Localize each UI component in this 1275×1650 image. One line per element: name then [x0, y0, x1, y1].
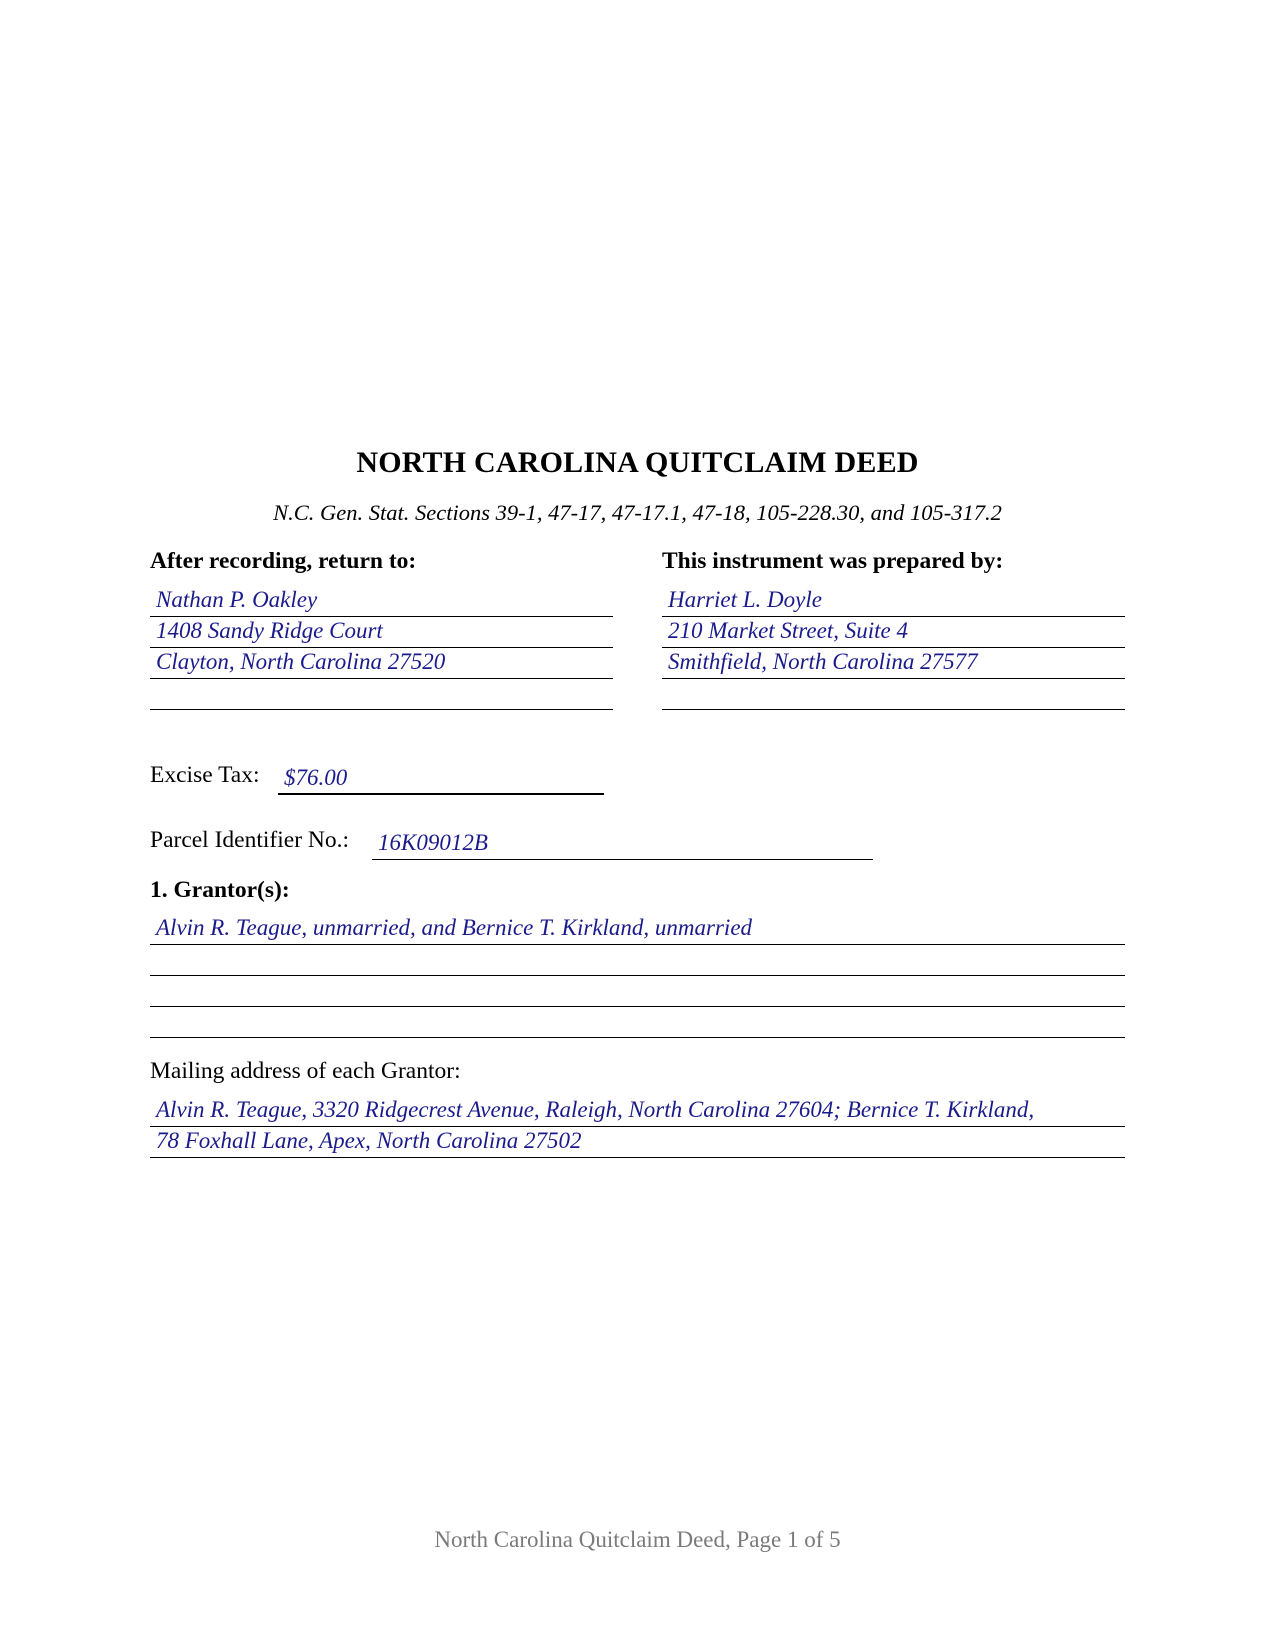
grantors-heading: 1. Grantor(s): [150, 877, 290, 903]
return-to-heading: After recording, return to: [150, 548, 417, 574]
grantors-line-4[interactable] [150, 1007, 1125, 1038]
grantors-line-1[interactable] [150, 914, 1125, 945]
grantors-line-3[interactable] [150, 976, 1125, 1007]
preparer-name: Harriet L. Doyle [668, 587, 822, 612]
mailing-line-2[interactable] [150, 1127, 1125, 1158]
underline [150, 1157, 1125, 1158]
return-to-name: Nathan P. Oakley [156, 587, 318, 612]
page-footer: North Carolina Quitclaim Deed, Page 1 of 5 [434, 1527, 841, 1552]
underline [278, 793, 604, 795]
preparer-city: Smithfield, North Carolina 27577 [668, 649, 978, 674]
prepared-by-line-4[interactable] [662, 679, 1125, 710]
underline [662, 709, 1125, 710]
return-to-line-3[interactable] [150, 648, 613, 679]
mailing-address-2: 78 Foxhall Lane, Apex, North Carolina 27502 [156, 1128, 582, 1153]
return-to-line-4[interactable] [150, 679, 613, 710]
parcel-field[interactable] [372, 829, 873, 860]
prepared-by-line-3[interactable] [662, 648, 1125, 679]
return-to-city: Clayton, North Carolina 27520 [156, 649, 446, 674]
preparer-street: 210 Market Street, Suite 4 [668, 618, 908, 643]
excise-tax-label: Excise Tax: [150, 762, 260, 788]
excise-tax-value: $76.00 [284, 765, 348, 790]
underline [150, 1037, 1125, 1038]
mailing-address-1: Alvin R. Teague, 3320 Ridgecrest Avenue, Raleigh, North Carolina 27604; Bernice T. Kirkland, [156, 1097, 1035, 1122]
prepared-by-line-2[interactable] [662, 617, 1125, 648]
statute-citation: N.C. Gen. Stat. Sections 39-1, 47-17, 47-17.1, 47-18, 105-228.30, and 105-317.2 [273, 500, 1002, 525]
prepared-by-line-1[interactable] [662, 586, 1125, 617]
document-title: NORTH CAROLINA QUITCLAIM DEED [356, 446, 919, 479]
underline [150, 709, 613, 710]
grantors-names: Alvin R. Teague, unmarried, and Bernice T. Kirkland, unmarried [156, 915, 753, 940]
prepared-by-heading: This instrument was prepared by: [662, 548, 1004, 574]
return-to-line-2[interactable] [150, 617, 613, 648]
grantors-line-2[interactable] [150, 945, 1125, 976]
return-to-street: 1408 Sandy Ridge Court [156, 618, 383, 643]
mailing-line-1[interactable] [150, 1096, 1125, 1127]
parcel-label: Parcel Identifier No.: [150, 827, 350, 853]
return-to-line-1[interactable] [150, 586, 613, 617]
underline [372, 859, 873, 860]
mailing-label: Mailing address of each Grantor: [150, 1058, 461, 1084]
parcel-value: 16K09012B [378, 830, 488, 855]
excise-tax-field[interactable] [278, 764, 604, 795]
